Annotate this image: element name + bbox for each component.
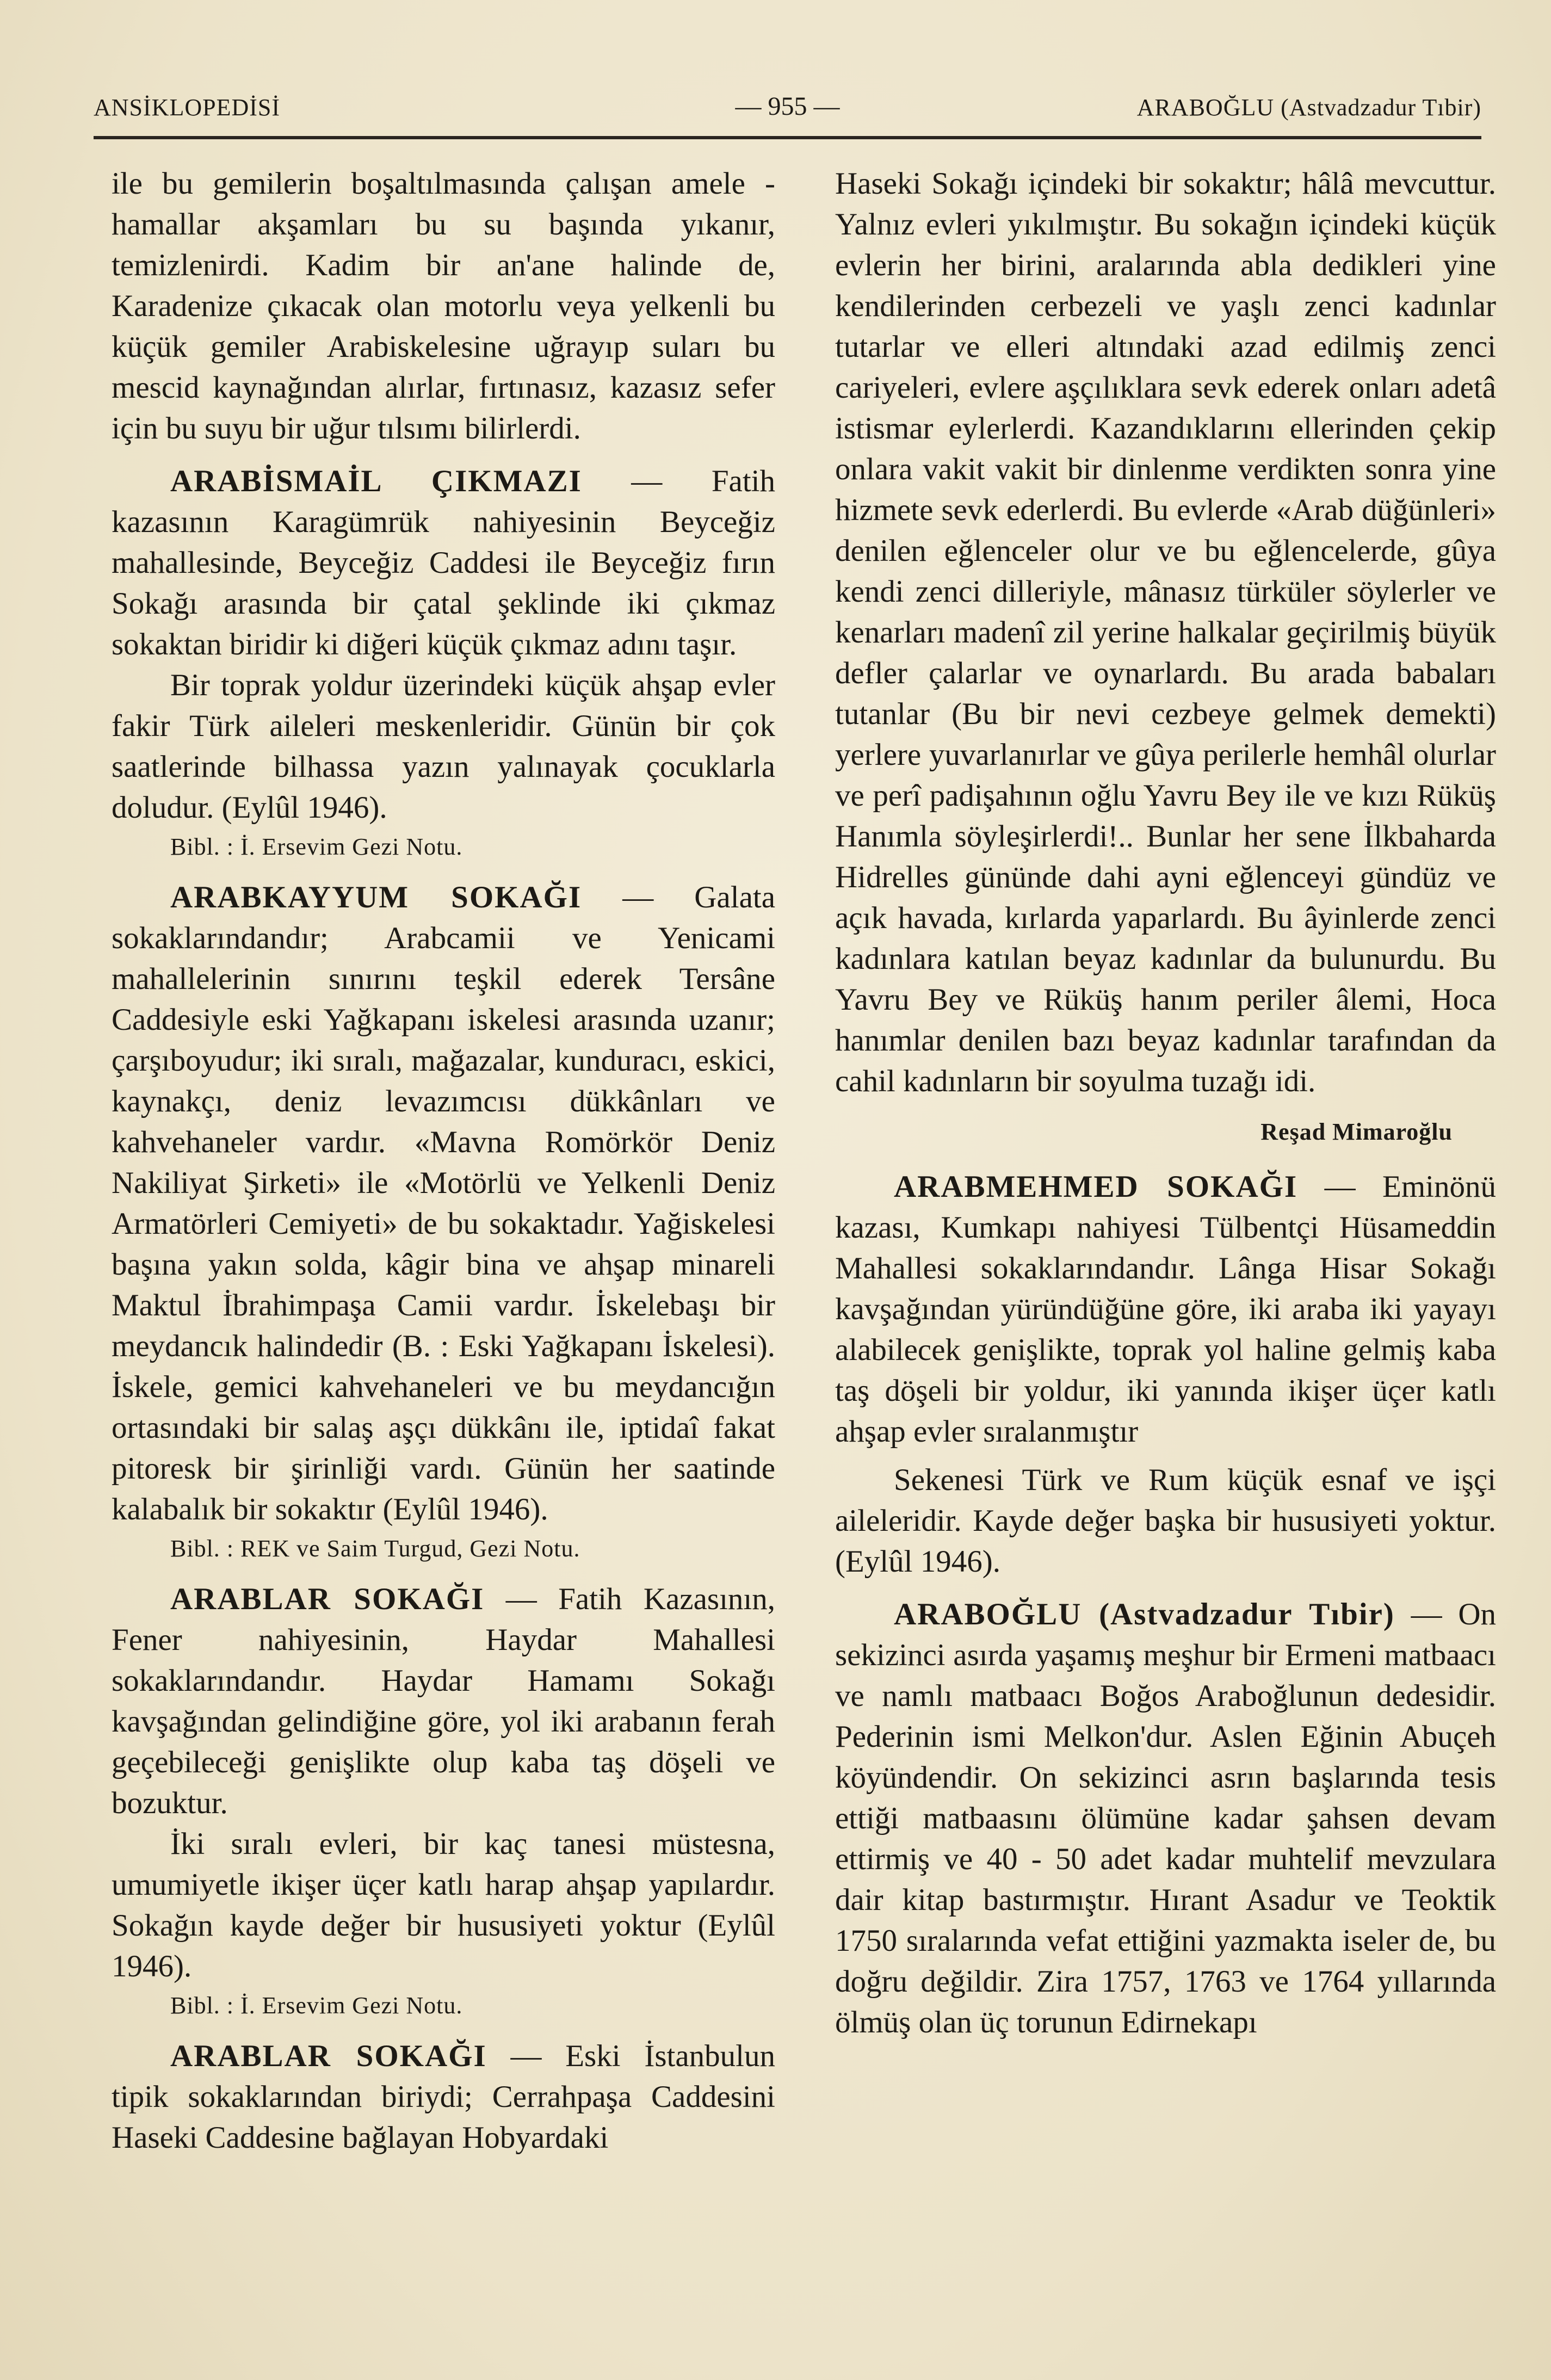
entry-arabkayyum-sokagi [112,877,775,1530]
entry-text: — Fatih Kazasının, Fener nahiyesinin, Haydar Mahallesi sokaklarındandır. Haydar Hamamı Sokağı kavşağından gelindiğine göre, yol iki arabanın ferah geçebileceği genişlikte olup kaba taş döşeli ve bozuktur. [112,1582,775,1820]
entry-text: — Fatih kazasının Karagümrük nahiyesinin Beyceğiz mahallesinde, Beyceğiz Caddesi ile Beyceğiz fırın Sokağı arasında bir çatal şeklinde iki çıkmaz sokaktan biridir ki diğeri küçük çıkmaz adını taşır. [112,464,775,662]
entry-heading: ARABİSMAİL ÇIKMAZI [170,464,582,498]
entry-araboglu [835,1594,1496,2043]
right-column [835,163,1496,2043]
entry-paragraph: Sekenesi Türk ve Rum küçük esnaf ve işçi aileleridir. Kayde değer başka bir hususiyeti yoktur. (Eylûl 1946). [835,1463,1496,1579]
entry-heading: ARABOĞLU (Astvadzadur Tıbir) [894,1597,1395,1631]
entry-arablar-sokagi-fatih [112,1579,775,1823]
entry-arablar-sokagi-eski [112,2036,775,2158]
author-signature: Reşad Mimaroğlu [1260,1118,1453,1145]
page-header [94,86,1481,129]
header-rule [94,136,1481,139]
header-right-title: ARABOĞLU (Astvadzadur Tıbir) [1136,94,1481,121]
entry-arabismail-cikmazi [112,461,775,665]
left-column [112,163,775,2158]
bibliography: Bibl. : İ. Ersevim Gezi Notu. [170,833,463,860]
intro-paragraph: ile bu gemilerin boşaltılmasında çalışan amele - hamallar akşamları bu su başında yıkanır, temizlenirdi. Kadim bir an'ane halinde de, Karadenize çıkacak olan motorlu veya yelkenli bu küçük gemiler Arabiskelesine uğrayıp suları bu mescid kaynağından alırlar, fırtınasız, kazasız sefer için bu suyu bir uğur tılsımı bilirlerdi. [112,166,775,446]
entry-paragraph: Bir toprak yoldur üzerindeki küçük ahşap evler fakir Türk aileleri meskenleridir. Günün bir çok saatlerinde bilhassa yazın yalınayak çocuklarla doludur. (Eylûl 1946). [112,668,775,825]
entry-heading: ARABMEHMED SOKAĞI [894,1170,1298,1204]
entry-heading: ARABLAR SOKAĞI [170,1582,485,1616]
header-left-title: ANSİKLOPEDİSİ [94,94,280,121]
continued-paragraph: Haseki Sokağı içindeki bir sokaktır; hâlâ mevcuttur. Yalnız evleri yıkılmıştır. Bu sokağın içindeki küçük evlerin her birini, aralarında abla dedikleri yine kendilerinden cerbezeli ve yaşlı zenci kadınlar tutarlar ve elleri altındaki azad edilmiş zenci cariyeleri, evlere aşçılıklara sevk ederek onları adetâ istismar eylerlerdi. Kazandıklarını ellerinden çekip onlara vakit vakit bir dinlenme verdikten sonra yine hizmete sevk ederlerdi. Bu evlerde «Arab düğünleri» denilen eğlenceler olur ve bu eğlencelerde, gûya kendi zenci dilleriyle, mânasız türküler söylerler ve kenarları madenî zil yerine halkalar geçirilmiş büyük defler çalarlar ve oynarlardı. Bu arada babaları tutanlar (Bu bir nevi cezbeye gelmek demekti) yerlere yuvarlanırlar ve gûya perilerle hemhâl olurlar ve perî padişahının oğlu Yavru Bey ile ve kızı Rüküş Hanımla söyleşirlerdi!.. Bunlar her sene İlkbaharda Hidrelles gününde dahi ayni eğlenceyi gündüz ve açık havada, kırlarda yaparlardı. Bu âyinlerde zenci kadınlara katılan beyaz kadınlar da bulunurdu. Bu Yavru Bey ve Rüküş hanım periler âlemi, Hoca hanımlar denilen bazı beyaz kadınlar tarafından da cahil kadınların bir soyulma tuzağı idi. [835,166,1496,1098]
bibliography: Bibl. : İ. Ersevim Gezi Notu. [170,1992,463,2019]
entry-text: — On sekizinci asırda yaşamış meşhur bir Ermeni matbaacı ve namlı matbaacı Boğos Araboğlunun dedesidir. Pederinin ismi Melkon'dur. Aslen Eğinin Abuçeh köyündendir. On sekizinci asrın başlarında tesis ettiği matbaasını ölümüne kadar şahsen devam ettirmiş ve 40 - 50 adet kadar muhtelif mevzulara dair kitap bastırmıştır. Hırant Asadur ve Teoktik 1750 sıralarında vefat ettiğini yazmakta iseler de, bu doğru değildir. Zira 1757, 1763 ve 1764 yıllarında ölmüş olan üç torunun Edirnekapı [835,1597,1496,2039]
entry-text: — Galata sokaklarındandır; Arabcamii ve Yenicami mahallelerinin sınırını teşkil ederek Tersâne Caddesiyle eski Yağkapanı iskelesi arasında uzanır; çarşıboyudur; iki sıralı, mağazalar, kunduracı, eskici, kaynakçı, deniz levazımcısı dükkânları ve kahvehaneler vardır. «Mavna Romörkör Deniz Nakiliyat Şirketi» ile «Motörlü ve Yelkenli Deniz Armatörleri Cemiyeti» de bu sokaktadır. Yağiskelesi başına yakın solda, kâgir bina ve ahşap minareli Maktul İbrahimpaşa Camii vardır. İskelebaşı bir meydancık halindedir (B. : Eski Yağkapanı İskelesi). İskele, gemici kahvehaneleri ve bu meydancığın ortasındaki bir salaş aşçı dükkânı ile, iptidaî fakat pitoresk bir şirinliği vardı. Günün her saatinde kalabalık bir sokaktır (Eylûl 1946). [112,880,775,1526]
entry-heading: ARABKAYYUM SOKAĞI [170,880,582,914]
entry-arabmehmed-sokagi [835,1166,1496,1452]
entry-heading: ARABLAR SOKAĞI [170,2039,487,2073]
page-number: — 955 — [735,92,840,121]
entry-paragraph: İki sıralı evleri, bir kaç tanesi müstesna, umumiyetle ikişer üçer katlı harap ahşap yapılardır. Sokağın kayde değer bir hususiyeti yoktur (Eylûl 1946). [112,1827,775,1983]
bibliography: Bibl. : REK ve Saim Turgud, Gezi Notu. [170,1535,580,1562]
entry-text: — Eminönü kazası, Kumkapı nahiyesi Tülbentçi Hüsameddin Mahallesi sokaklarındandır. Lânga Hisar Sokağı kavşağından yüründüğüne göre, iki araba iki yayayı alabilecek genişlikte, toprak yol haline gelmiş kaba taş döşeli bir yoldur, iki yanında ikişer üçer katlı ahşap evler sıralanmıştır [835,1170,1496,1449]
entry-text: — Eski İstanbulun tipik sokaklarından biriydi; Cerrahpaşa Caddesini Haseki Caddesine bağlayan Hobyardaki [112,2039,775,2155]
